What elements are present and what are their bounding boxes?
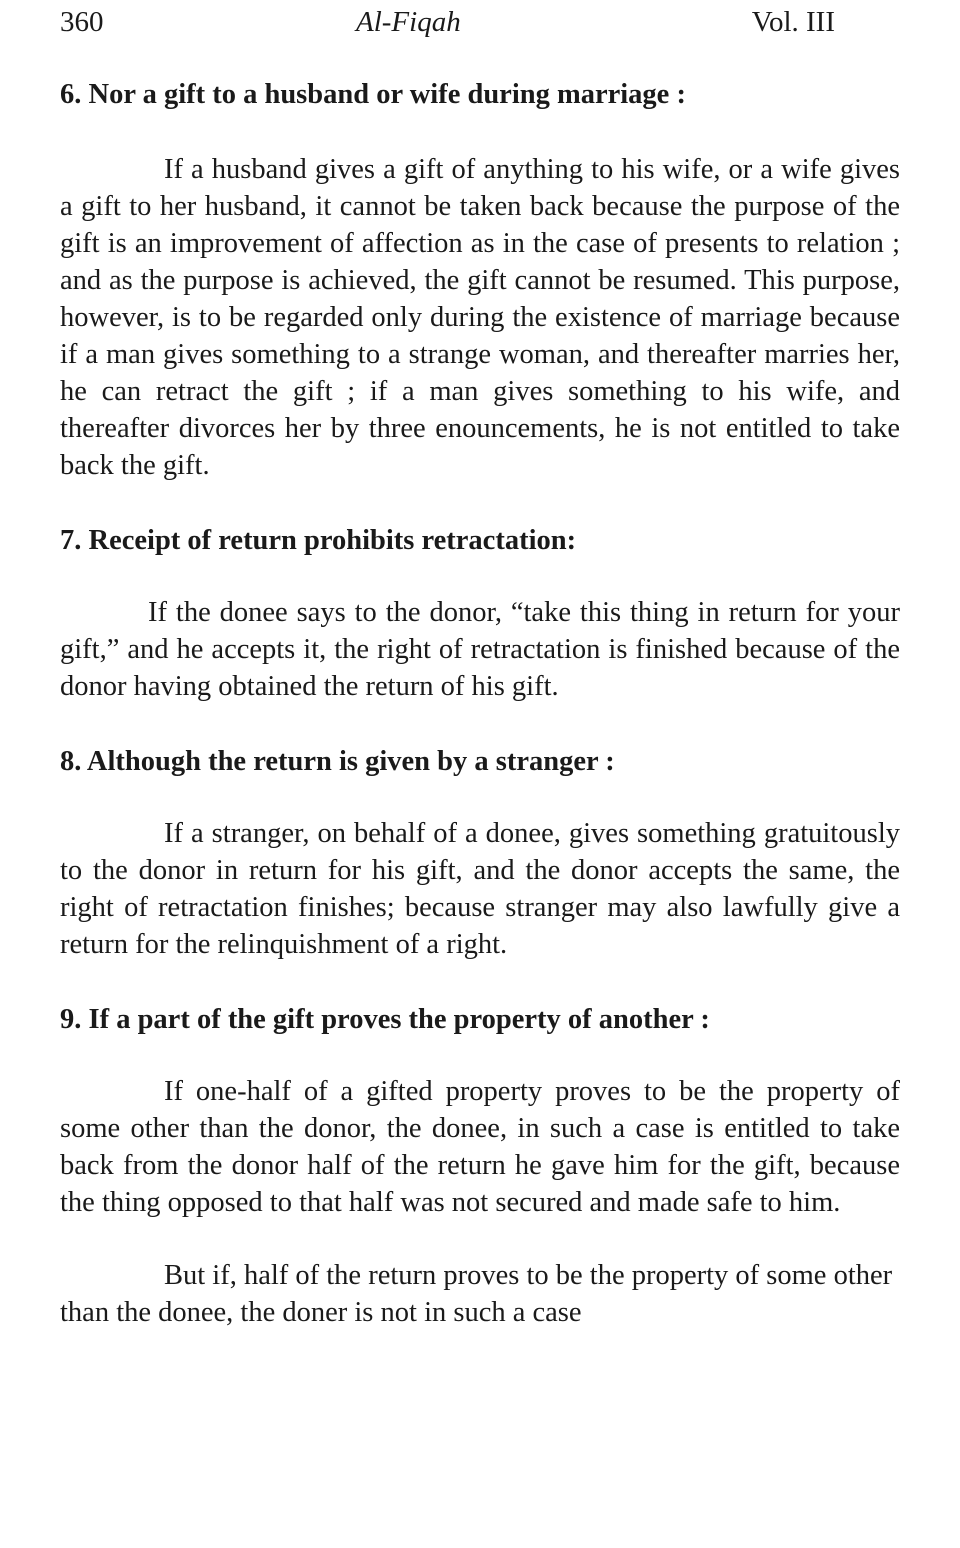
book-title: Al-Fiqah [356,6,461,38]
section-paragraph: If one-half of a gifted property proves to be the property of some other than the donor, the donee, in such a case is entitled to take back from the donor half of the return he gave him for the gift, because the thing opposed to that half was not secured and made safe to him. [60,1076,900,1218]
section-paragraph: If a husband gives a gift of anything to his wife, or a wife gives a gift to her husband, it cannot be taken back because the purpose of the gift is an improvement of affection as in the case of presents to relation ; and as the purpose is achieved, the gift cannot be resumed. This purpose, however, is to be regarded only during the existence of marriage because if a man gives something to a strange woman, and thereafter marries her, he can retract the gift ; if a man gives something to his wife, and thereafter divorces her by three enouncements, he is not entitled to take back the gift. [60,154,900,481]
section-paragraph: If the donee says to the donor, “take this thing in return for your gift,” and he accepts it, the right of retractation is finished because of the donor having obtained the return of his gift. [60,597,900,702]
section-9 [60,1001,900,1331]
section-heading: 9. If a part of the gift proves the property of another : [60,1004,710,1035]
running-header [60,4,835,40]
section-7 [60,522,900,705]
section-heading: 8. Although the return is given by a stranger : [60,746,615,777]
section-paragraph: But if, half of the return proves to be the property of some other than the donee, the doner is not in such a case [60,1260,893,1328]
section-paragraph: If a stranger, on behalf of a donee, gives something gratuitously to the donor in return for his gift, and the donor accepts the same, the right of retractation finishes; because stranger may also lawfully give a return for the relinquishment of a right. [60,818,900,960]
section-6 [60,76,900,484]
section-heading: 6. Nor a gift to a husband or wife during marriage : [60,79,686,110]
section-heading: 7. Receipt of return prohibits retractation: [60,525,577,556]
page-number: 360 [60,6,104,38]
section-8 [60,743,900,963]
volume-label: Vol. III [751,6,835,38]
page-body [60,76,900,1331]
